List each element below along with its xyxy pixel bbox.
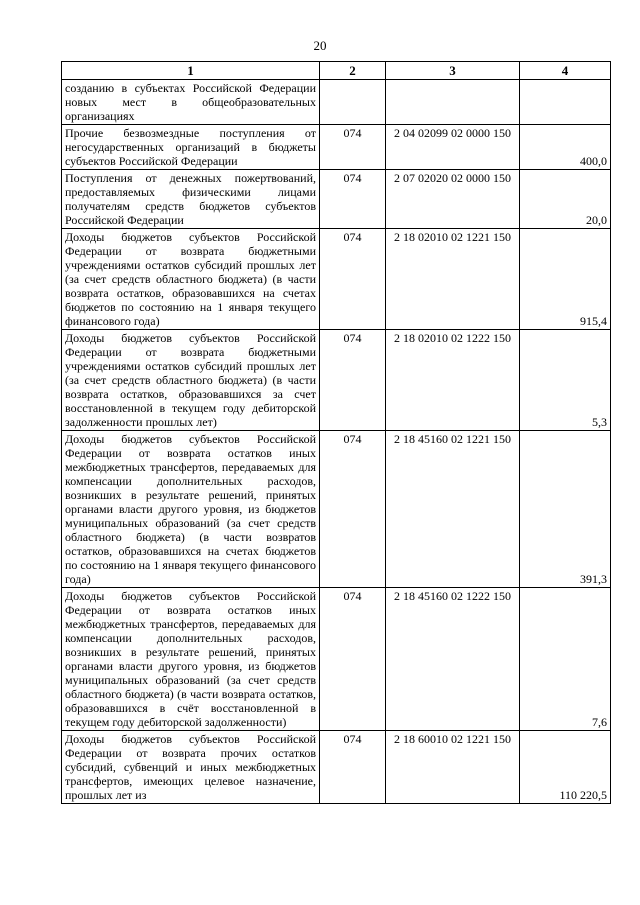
- row-description: Поступления от денежных пожертвований, предоставляемых физическими лицами получателям средств бюджетов субъектов Российской Федерации: [62, 170, 320, 229]
- column-header: 3: [386, 62, 520, 80]
- row-description: созданию в субъектах Российской Федерации новых мест в общеобразовательных организациях: [62, 80, 320, 125]
- column-header: 1: [62, 62, 320, 80]
- table-row: [62, 80, 611, 125]
- row-description: Доходы бюджетов субъектов Российской Федерации от возврата бюджетными учреждениями остатков субсидий прошлых лет (за счет средств областного бюджета) (в части возврата остатков, образовавшихся на счетах бюджетов по состоянию на 1 января текущего финансового года): [62, 229, 320, 330]
- row-kbk-code: 2 07 02020 02 0000 150: [386, 170, 520, 229]
- table-row: [62, 330, 611, 431]
- row-amount: 391,3: [520, 431, 611, 588]
- table-header-row: [62, 62, 611, 80]
- row-description: Доходы бюджетов субъектов Российской Федерации от возврата остатков иных межбюджетных трансфертов, передаваемых для компенсации дополнительных расходов, возникших в результате решений, принятых органами власти другого уровня, из бюджетов муниципальных образований (за счет средств областного бюджета) (в части возвратов остатков, образовавшихся на счетах бюджетов по состоянию на 1 января текущего финансового года): [62, 431, 320, 588]
- table-row: [62, 431, 611, 588]
- revenue-table: [61, 61, 611, 804]
- table-row: [62, 170, 611, 229]
- row-kbk-code: 2 18 02010 02 1222 150: [386, 330, 520, 431]
- row-amount: 915,4: [520, 229, 611, 330]
- table-row: [62, 731, 611, 804]
- row-admin-code: [320, 80, 386, 125]
- row-admin-code: 074: [320, 330, 386, 431]
- row-amount: 5,3: [520, 330, 611, 431]
- row-description: Доходы бюджетов субъектов Российской Федерации от возврата прочих остатков субсидий, субвенций и иных межбюджетных трансфертов, имеющих целевое назначение, прошлых лет из: [62, 731, 320, 804]
- row-admin-code: 074: [320, 431, 386, 588]
- row-amount: 20,0: [520, 170, 611, 229]
- table-row: [62, 588, 611, 731]
- row-admin-code: 074: [320, 170, 386, 229]
- column-header: 2: [320, 62, 386, 80]
- row-amount: 110 220,5: [520, 731, 611, 804]
- table-row: [62, 229, 611, 330]
- row-admin-code: 074: [320, 125, 386, 170]
- row-kbk-code: 2 18 45160 02 1222 150: [386, 588, 520, 731]
- row-amount: [520, 80, 611, 125]
- row-amount: 400,0: [520, 125, 611, 170]
- page-number: 20: [313, 38, 327, 53]
- table-row: [62, 125, 611, 170]
- row-admin-code: 074: [320, 229, 386, 330]
- row-kbk-code: [386, 80, 520, 125]
- row-admin-code: 074: [320, 588, 386, 731]
- column-header: 4: [520, 62, 611, 80]
- row-description: Доходы бюджетов субъектов Российской Федерации от возврата бюджетными учреждениями остатков субсидий прошлых лет (за счет средств областного бюджета) (в части возврата остатков, образовавшихся за счет восстановленной в текущем году дебиторской задолженности прошлых лет): [62, 330, 320, 431]
- row-description: Доходы бюджетов субъектов Российской Федерации от возврата остатков иных межбюджетных трансфертов, передаваемых для компенсации дополнительных расходов, возникших в результате решений, принятых органами власти другого уровня, из бюджетов муниципальных образований (за счет средств областного бюджета) (в части возврата остатков, образовавшихся в счёт восстановленной в текущем году дебиторской задолженности): [62, 588, 320, 731]
- row-amount: 7,6: [520, 588, 611, 731]
- row-description: Прочие безвозмездные поступления от негосударственных организаций в бюджеты субъектов Российской Федерации: [62, 125, 320, 170]
- row-kbk-code: 2 04 02099 02 0000 150: [386, 125, 520, 170]
- row-kbk-code: 2 18 45160 02 1221 150: [386, 431, 520, 588]
- row-admin-code: 074: [320, 731, 386, 804]
- row-kbk-code: 2 18 60010 02 1221 150: [386, 731, 520, 804]
- row-kbk-code: 2 18 02010 02 1221 150: [386, 229, 520, 330]
